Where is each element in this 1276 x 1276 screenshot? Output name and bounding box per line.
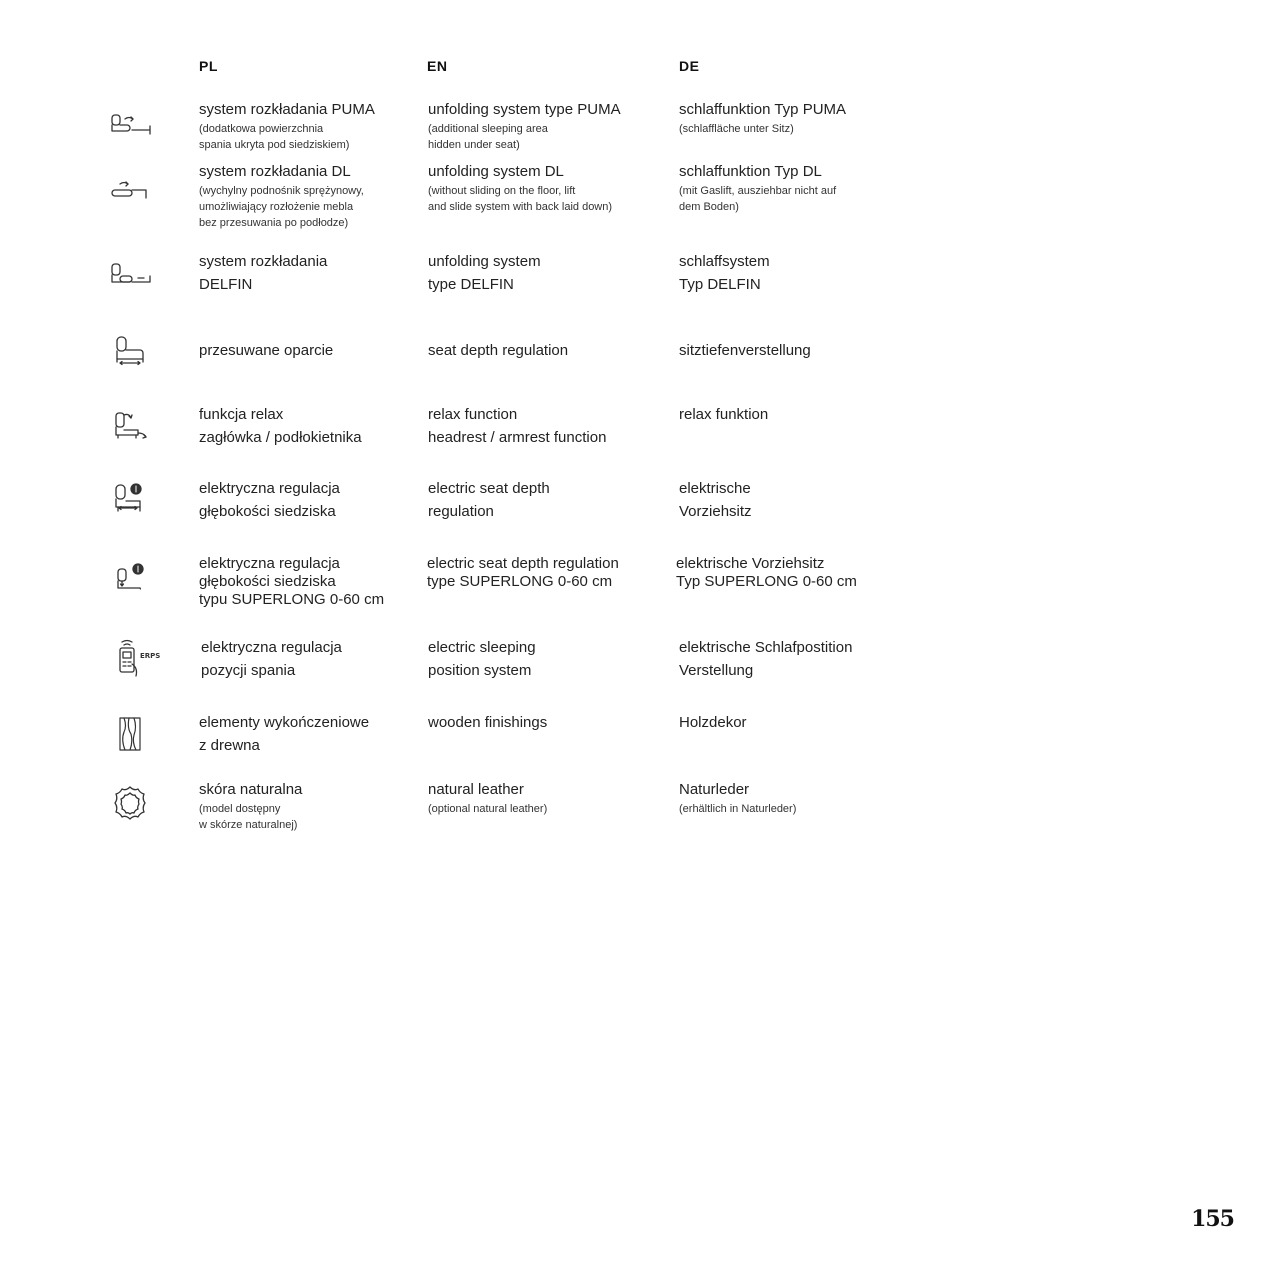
label-pl-sub-1: (dodatkowa powierzchnia: [199, 123, 324, 135]
label-pl-main-1: system rozkładania DL: [199, 163, 351, 180]
label-de-main-1: schlaffsystem: [679, 253, 770, 270]
label-de-main-1: sitztiefenverstellung: [679, 342, 811, 359]
label-de-sub-2: dem Boden): [679, 201, 739, 213]
label-pl-main-1: system rozkładania PUMA: [199, 101, 375, 118]
sliding-backrest-icon: [108, 333, 152, 373]
label-de-main-1: Naturleder: [679, 781, 750, 798]
label-de-main-1: relax funktion: [679, 406, 769, 423]
erps-remote-icon: [108, 638, 164, 678]
label-de-main-1: Holzdekor: [679, 714, 747, 731]
label-en-main-1: electric seat depth regulation: [427, 555, 619, 572]
label-pl-sub-1: (wychylny podnośnik sprężynowy,: [199, 185, 364, 197]
label-de-main-1: elektrische: [679, 480, 751, 497]
label-pl-main-1: funkcja relax: [199, 406, 284, 423]
label-de-main-2: Verstellung: [679, 662, 754, 679]
label-en-main-1: electric sleeping: [428, 639, 536, 656]
label-en-main-2: regulation: [428, 503, 494, 520]
label-pl-main-1: skóra naturalna: [199, 781, 303, 798]
page-number: 155: [1191, 1206, 1234, 1232]
label-en-sub-2: and slide system with back laid down): [428, 201, 613, 213]
label-en-main-1: seat depth regulation: [428, 342, 569, 359]
label-pl-sub-1: (model dostępny: [199, 803, 281, 815]
label-pl-main-1: elementy wykończeniowe: [199, 714, 370, 731]
label-pl-main-3: typu SUPERLONG 0-60 cm: [199, 591, 385, 608]
label-pl-main-1: system rozkładania: [199, 253, 328, 270]
delfin-unfold-icon: [108, 256, 152, 296]
label-en-main-2: headrest / armrest function: [428, 429, 607, 446]
label-de-main-1: schlaffunktion Typ PUMA: [679, 101, 847, 118]
leather-hide-icon: [108, 784, 152, 824]
label-en-main-2: type SUPERLONG 0-60 cm: [427, 573, 613, 590]
header-pl: PL: [199, 58, 218, 74]
label-pl-sub-2: umożliwiający rozłożenie mebla: [199, 201, 354, 213]
dl-unfold-icon: [108, 176, 152, 216]
label-de-sub-1: (mit Gaslift, ausziehbar nicht auf: [679, 185, 837, 197]
label-de-main-1: elektrische Vorziehsitz: [676, 555, 825, 572]
erps-label: ERPS: [140, 652, 161, 660]
label-de-main-2: Typ SUPERLONG 0-60 cm: [676, 573, 857, 590]
label-en-sub-1: (additional sleeping area: [428, 123, 548, 135]
label-en-main-1: wooden finishings: [428, 714, 548, 731]
label-en-sub-1: (without sliding on the floor, lift: [428, 185, 576, 197]
label-en-main-1: electric seat depth: [428, 480, 550, 497]
label-en-sub-1: (optional natural leather): [428, 803, 548, 815]
label-pl-main-1: elektryczna regulacja: [199, 480, 340, 497]
label-de-main-1: elektrische Schlafpostition: [679, 639, 853, 656]
label-en-main-1: unfolding system DL: [428, 163, 564, 180]
label-en-main-1: natural leather: [428, 781, 524, 798]
label-pl-main-1: elektryczna regulacja: [201, 639, 342, 656]
relax-function-icon: [108, 407, 152, 447]
label-en-main-2: position system: [428, 662, 532, 679]
label-en-main-2: type DELFIN: [428, 276, 514, 293]
label-pl-main-2: zagłówka / podłokietnika: [199, 429, 362, 446]
label-pl-main-2: pozycji spania: [201, 662, 296, 679]
label-de-main-1: schlaffunktion Typ DL: [679, 163, 822, 180]
label-pl-sub-3: bez przesuwania po podłodze): [199, 217, 349, 229]
puma-unfold-icon: [108, 106, 152, 146]
wood-grain-icon: [108, 715, 152, 755]
label-pl-sub-2: w skórze naturalnej): [199, 819, 298, 831]
label-pl-main-2: z drewna: [199, 737, 260, 754]
label-de-sub-1: (erhältlich in Naturleder): [679, 803, 797, 815]
label-pl-main-2: głębokości siedziska: [199, 503, 336, 520]
header-de: DE: [679, 58, 700, 74]
electric-seat-depth-icon: [108, 481, 152, 521]
label-de-main-2: Typ DELFIN: [679, 276, 761, 293]
label-pl-sub-2: spania ukryta pod siedziskiem): [199, 139, 350, 151]
label-pl-main-1: przesuwane oparcie: [199, 342, 334, 359]
label-de-main-2: Vorziehsitz: [679, 503, 752, 520]
label-de-sub-1: (schlaffläche unter Sitz): [679, 123, 794, 135]
label-en-main-1: unfolding system type PUMA: [428, 101, 621, 118]
label-pl-main-1: elektryczna regulacja: [199, 555, 340, 572]
label-en-sub-2: hidden under seat): [428, 139, 520, 151]
label-en-main-1: relax function: [428, 406, 518, 423]
label-en-main-1: unfolding system: [428, 253, 541, 270]
label-pl-main-2: DELFIN: [199, 276, 253, 293]
superlong-seat-icon: [108, 561, 152, 601]
label-pl-main-2: głębokości siedziska: [199, 573, 336, 590]
header-en: EN: [427, 58, 448, 74]
